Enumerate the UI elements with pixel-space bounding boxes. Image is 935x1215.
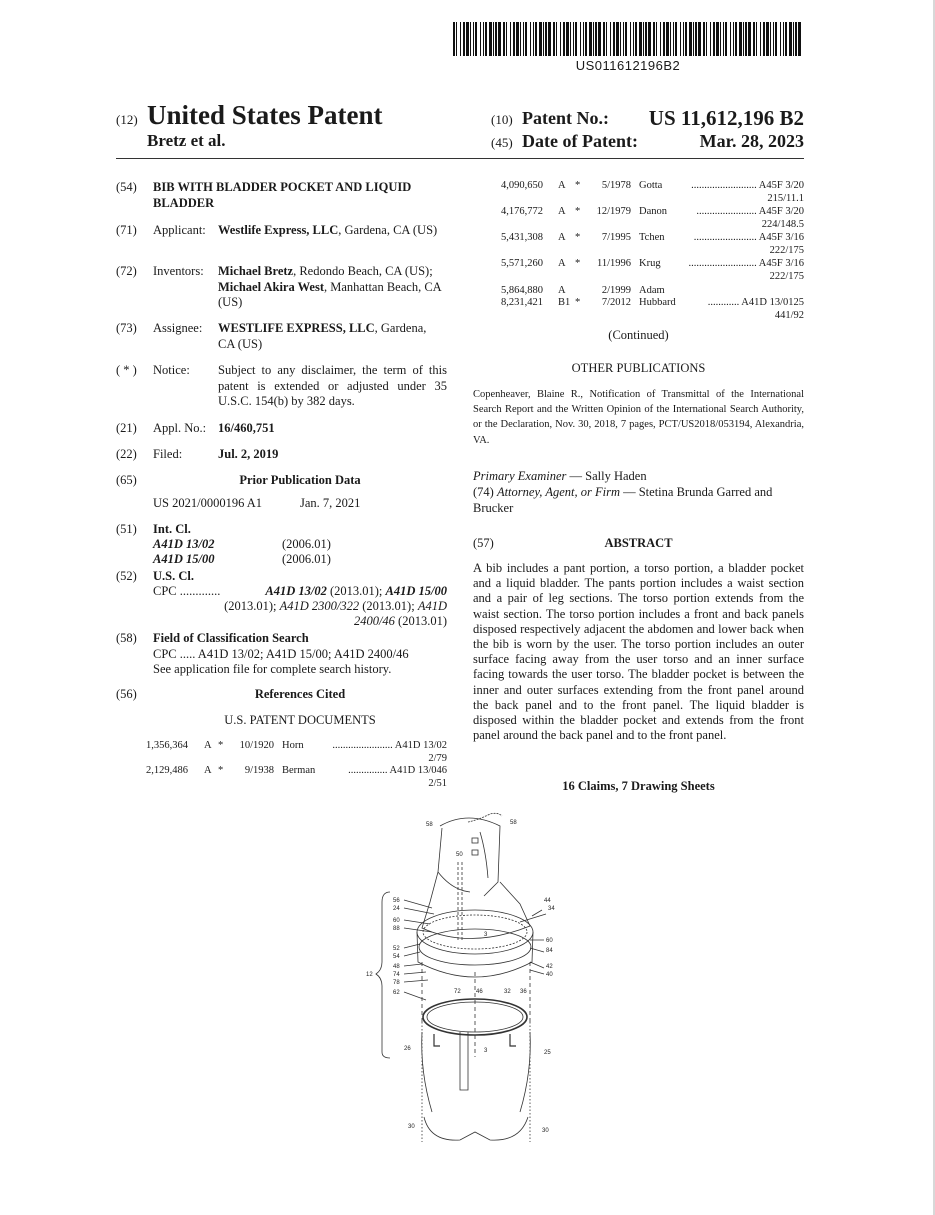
code-22: (22) [116,447,137,461]
ref-date: 7/1995 [601,232,631,243]
patent-no-label: Patent No.: [522,108,609,128]
int-cl-label: Int. Cl. [153,522,191,536]
numeral-30a: 30 [408,1124,415,1130]
ref-class: ............ A41D 13/0125 [707,297,804,308]
ref-star: * [218,765,224,776]
leg-bottoms [424,1117,528,1140]
code-65: (65) [116,473,137,487]
numeral-12: 12 [366,972,373,978]
patent-number: US 11,612,196 B2 [648,106,804,130]
numeral-right-60: 60 [546,938,553,944]
references-right [501,180,804,330]
torso-outline [422,872,530,939]
attorney: (74) Attorney, Agent, or Firm — Stetina Brunda Garred and Brucker [473,485,773,515]
code-12: (12) [116,112,138,127]
ref-class: .......................... A45F 3/16 [688,258,804,269]
field-search-cpc: CPC ..... A41D 13/02; A41D 15/00; A41D 2400/46 [153,647,409,661]
code-73: (73) [116,321,137,335]
ref-kind: B1 [558,297,571,308]
numeral-3b: 3 [484,1048,488,1054]
numeral-bottom-46: 46 [476,989,483,995]
numeral-30b: 30 [542,1128,549,1134]
numeral-left-78: 78 [393,980,400,986]
numeral-3a: 3 [484,932,488,938]
ref-date: 12/1979 [596,206,631,217]
ref-star: * [575,180,581,191]
ref-star: * [218,740,224,751]
bracket-12 [376,892,390,1058]
numeral-58b: 58 [510,820,517,826]
ref-star: * [575,232,581,243]
continued-note: (Continued) [608,328,669,342]
ref-star: * [575,258,581,269]
abstract-heading: ABSTRACT [604,536,673,550]
notice-label: Notice: [153,363,190,377]
numeral-left-56: 56 [393,898,400,904]
abstract-text: A bib includes a pant portion, a torso portion, a bladder pocket and a liquid bladder. The pants portion includes a waist section and a pair of leg sections. The torso portion extends from the waist section. The torso portion includes a front and back panels disposed respectively adjacent the abdomen and lower back when the bib is worn by the user. The torso portion includes an outer surface facing away from the user torso and an inner surface facing towards the user torso. The bladder pocket is between the inner and outer surfaces extending from the front panel around the back panel and to the front panel. The liquid bladder is disposed within the bladder pocket and extends from the front panel around the back panel and to the front panel. [473,561,804,743]
numeral-left-60: 60 [393,918,400,924]
ref-class-us: 441/92 [774,310,804,321]
references-left [146,740,447,800]
ref-star: * [575,297,581,308]
other-pubs-heading: OTHER PUBLICATIONS [571,361,706,375]
code-58: (58) [116,631,137,645]
strap-back [440,818,500,896]
inventor-2: Michael Akira West [218,279,325,294]
numeral-34: 34 [548,906,555,912]
int-cl-2: A41D 15/00 [153,552,215,566]
ref-date: 7/2012 [601,297,631,308]
references-heading: References Cited [254,687,346,701]
drink-tube [468,813,502,822]
inventors-short: Bretz et al. [147,131,226,150]
numeral-44: 44 [544,898,551,904]
ref-no: 4,176,772 [501,206,543,217]
barcode-image [453,22,803,56]
notice-text: Subject to any disclaimer, the term of this patent is extended or adjusted under 35 U.S.C. 154(b) by 382 days. [218,363,447,408]
applicant [218,223,448,239]
ref-name: Krug [639,258,661,269]
numeral-left-74: 74 [393,972,400,978]
prior-pub-date: Jan. 7, 2021 [300,496,361,510]
code-51: (51) [116,522,137,536]
ref-no: 5,431,308 [501,232,543,243]
document-type: United States Patent [147,100,383,130]
ref-class-us: 2/51 [428,777,447,789]
ref-no: 2,129,486 [146,765,188,776]
field-search-label: Field of Classification Search [153,631,309,645]
barcode-number: US011612196B2 [575,58,681,73]
ref-date: 2/1999 [601,285,631,296]
ref-class: ....................... A45F 3/20 [696,206,804,217]
int-cl-1: A41D 13/02 [153,537,215,551]
date-of-patent-label: Date of Patent: [522,131,638,151]
strap-left [438,828,470,892]
ref-date: 9/1938 [244,765,274,776]
ref-no: 8,231,421 [501,297,543,308]
numeral-50: 50 [456,852,463,858]
numeral-right-42: 42 [546,964,553,970]
ref-no: 5,571,260 [501,258,543,269]
code-10: (10) [491,112,513,127]
numeral-25: 25 [544,1050,551,1056]
ref-no: 4,090,650 [501,180,543,191]
leg-left [422,1032,432,1112]
ref-name: Berman [282,765,316,776]
ref-no: 1,356,364 [146,740,188,751]
ref-no: 5,864,880 [501,285,543,296]
code-56: (56) [116,687,137,701]
inventor-1: Michael Bretz [218,264,294,278]
ref-name: Danon [639,206,667,217]
ref-date: 11/1996 [596,258,631,269]
code-notice: ( * ) [116,363,137,377]
ref-class: ......................... A45F 3/20 [691,180,804,191]
numeral-bottom-32: 32 [504,989,511,995]
primary-examiner: Primary Examiner — Sally Haden [473,469,647,483]
code-45: (45) [491,135,513,150]
numeral-58a: 58 [426,822,433,828]
strap-right [480,832,488,878]
ref-kind: A [204,740,212,751]
ref-name: Adam [639,285,665,296]
int-cl-1-date: (2006.01) [282,537,331,551]
ref-name: Horn [282,740,304,751]
code-71: (71) [116,223,137,237]
ref-class: ............... A41D 13/046 [348,765,447,776]
numeral-left-24: 24 [393,906,400,912]
numeral-left-54: 54 [393,954,400,960]
ref-kind: A [558,232,566,243]
int-cl-2-date: (2006.01) [282,552,331,566]
appl-no-label: Appl. No.: [153,421,207,435]
bladder-ring [417,910,533,954]
assignee-label: Assignee: [153,321,203,335]
numeral-left-52: 52 [393,946,400,952]
ref-star: * [575,206,581,217]
us-cl-text: CPC ............. A41D 13/02 (2013.01); A41D 15/00 (2013.01); A41D 2300/322 (2013.01); A41D 2400/46 (2013.01) [153,584,447,629]
inventors-label: Inventors: [153,264,204,278]
ref-class-us: 222/175 [769,271,804,282]
ref-date: 10/1920 [239,740,274,751]
numeral-bottom-36: 36 [520,989,527,995]
us-patent-docs-heading: U.S. PATENT DOCUMENTS [224,713,376,727]
reference-row [146,740,447,765]
ref-class-us: 224/148.5 [761,219,804,230]
filed-label: Filed: [153,447,183,461]
numeral-left-88: 88 [393,926,400,932]
field-search-note: See application file for complete search history. [153,662,392,676]
assignee: WESTLIFE EXPRESS, LLC, Gardena, CA (US) [218,321,427,351]
ref-kind: A [204,765,212,776]
header-rule [116,158,804,159]
numeral-bottom-72: 72 [454,989,461,995]
applicant-name: Westlife Express, LLC [218,223,339,237]
code-54: (54) [116,180,137,194]
ref-class: ....................... A41D 13/02 [332,740,447,751]
prior-pub-number: US 2021/0000196 A1 [153,496,263,510]
applicant-label: Applicant: [153,223,206,237]
us-cl-label: U.S. Cl. [153,569,194,583]
ref-name: Tchen [639,232,665,243]
numeral-26: 26 [404,1046,411,1052]
ref-kind: A [558,206,566,217]
ref-class-us: 215/11.1 [767,193,804,204]
date-of-patent: Mar. 28, 2023 [699,131,804,151]
applicant-location: , Gardena, CA (US) [338,223,438,237]
appl-no: 16/460,751 [218,421,275,435]
patent-drawing [360,812,580,1147]
invention-title: BIB WITH BLADDER POCKET AND LIQUID BLADDER [153,180,412,210]
leg-right [520,1032,530,1112]
inventors: Michael Bretz, Redondo Beach, CA (US); Michael Akira West, Manhattan Beach, CA (US) [218,264,442,309]
numeral-left-48: 48 [393,964,400,970]
claims-summary: 16 Claims, 7 Drawing Sheets [562,779,715,793]
ref-date: 5/1978 [601,180,631,191]
code-57: (57) [473,536,494,550]
code-72: (72) [116,264,137,278]
numeral-right-40: 40 [546,972,553,978]
ref-class: ........................ A45F 3/16 [693,232,804,243]
ref-name: Hubbard [639,297,676,308]
ref-class-us: 222/175 [769,245,804,256]
ref-name: Gotta [639,180,663,191]
ref-kind: A [558,180,566,191]
prior-pub-heading: Prior Publication Data [239,473,361,487]
ref-kind: A [558,258,566,269]
numeral-left-62: 62 [393,990,400,996]
ref-class-us: 2/79 [428,752,447,764]
code-52: (52) [116,569,137,583]
ref-kind: A [558,285,566,296]
filed-date: Jul. 2, 2019 [218,447,279,461]
numeral-right-84: 84 [546,948,553,954]
code-21: (21) [116,421,137,435]
other-pubs-text: Copenheaver, Blaine R., Notification of Transmittal of the International Search Report and the Written Opinion of the International Search Authority, or the Declaration, Nov. 30, 2018, 7 pages, PCT/US2018/053194, Alexandria, VA. [473,389,804,446]
reference-row [146,765,447,790]
assignee-name: WESTLIFE EXPRESS, LLC [218,321,375,335]
